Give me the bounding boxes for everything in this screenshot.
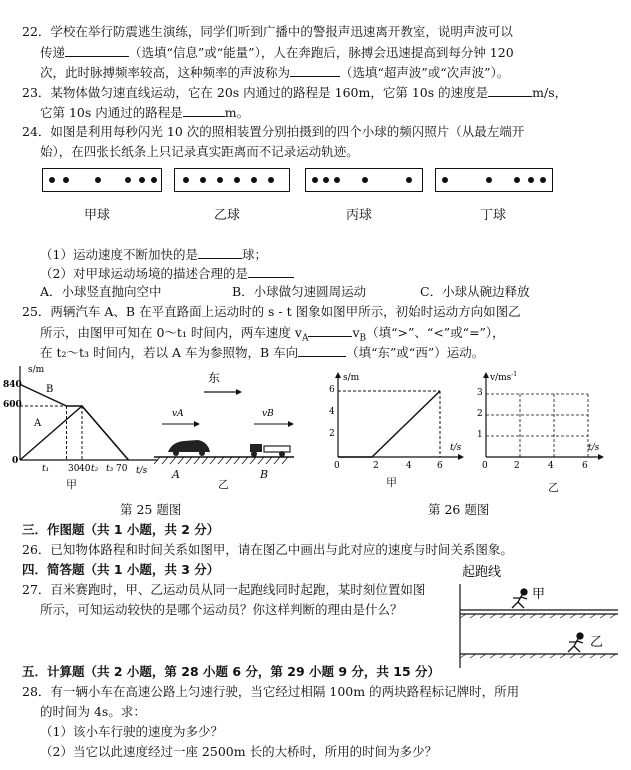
q25-line2c: （填“>”、“<”或“=”）， [366, 325, 505, 340]
fig25-sub-yi: 乙 [218, 478, 229, 491]
dot [183, 177, 189, 183]
dot [251, 177, 257, 183]
fig26-right-ytick-2: 2 [477, 409, 483, 419]
q24-sub1a: （1）运动速度不断加快的是 [40, 247, 198, 262]
fig26-left-y-arrow [335, 372, 341, 378]
strip-bing [305, 168, 423, 192]
label-jia: 甲球 [84, 208, 111, 223]
fig25-ytick-0: 0 [12, 456, 19, 466]
dot [139, 177, 145, 183]
truck-cab [250, 444, 262, 452]
dot [362, 177, 368, 183]
fig25-xtick-30: 30 [68, 464, 80, 474]
q23-line2 [40, 104, 249, 121]
fig25-ytick-600: 600 [3, 400, 22, 410]
fig26-sub-yi: 乙 [548, 481, 559, 494]
fig26-right-xtick-6: 6 [582, 461, 588, 470]
q28-sub2: （2）当它以此速度经过一座 2500m 长的大桥时，所用的时间为多少？ [40, 744, 438, 759]
fig25-xlabel: t/s [136, 466, 148, 474]
q24-optB: B．小球做匀速圆周运动 [232, 284, 367, 299]
fig25-xtick-t2: t₂ [91, 464, 99, 474]
q28-sub1: （1）该小车行驶的速度为多少？ [40, 724, 223, 739]
q22-line1: 22．学校在举行防震逃生演练，同学们听到广播中的警报声迅速离开教室，说明声波可以 [22, 24, 513, 39]
fig25-va-label: vA [172, 409, 184, 419]
q25-line3a: 在 t₂～t₃ 时间内，若以 A 车为参照物，B 车向 [40, 345, 299, 360]
q22-line3a: 次，此时脉搏频率较高，这种频率的声波称为 [40, 65, 291, 80]
road-hatching [154, 457, 288, 464]
fig26-right-x-arrow [598, 454, 604, 460]
fig26-right-ylabel [489, 371, 517, 383]
dot [323, 177, 329, 183]
q23-line1 [22, 84, 567, 101]
car-a-wheel [173, 450, 179, 456]
dot [486, 177, 492, 183]
fig26-right-ylabel-main: v/ms [490, 373, 512, 383]
fig26-st-graph [318, 370, 468, 470]
race-figure [450, 562, 620, 670]
q25-line2b: v [352, 325, 360, 340]
q25-blank1[interactable] [308, 324, 352, 337]
q24-sub2 [40, 265, 294, 282]
fig25-xtick-t3: t₃ [106, 464, 114, 474]
fig25-st-graph [0, 362, 160, 474]
fig25-line-a-label: A [34, 418, 42, 429]
q27-line2: 所示，可知运动较快的是哪个运动员？你这样判断的理由是什么？ [40, 602, 403, 617]
q22-line2b: （选填“信息”或“能量”），人在奔跑后，脉搏会迅速提高到每分钟 120 [129, 45, 514, 60]
q25-line3b: （填“东”或“西”）运动。 [346, 345, 485, 360]
q23-line2b: m。 [224, 105, 250, 120]
fig26-left-xtick-4: 4 [406, 461, 412, 470]
fig25-car-b-name: B [260, 468, 269, 481]
q22-line2 [40, 44, 514, 61]
fig26-vt-graph [468, 370, 608, 470]
runner-jia-label: 甲 [532, 587, 546, 602]
q25-blank2[interactable] [298, 344, 346, 357]
q23-blank2[interactable] [183, 104, 225, 117]
car-a [168, 440, 210, 452]
fig26-left-xtick-6: 6 [437, 461, 443, 470]
q22-line2a: 传递 [40, 45, 66, 60]
q24-sub2a: （2）对甲球运动场境的描述合理的是 [40, 266, 248, 281]
dot [63, 177, 69, 183]
dot [95, 177, 101, 183]
dot [334, 177, 340, 183]
fig26-sub-jia: 甲 [386, 476, 397, 489]
q24-line2: 始），在四张长纸条上只记录真实距离而不记录运动轨迹。 [40, 144, 359, 159]
section5-title: 五．计算题（共 2 小题，第 28 小题 6 分，第 29 小题 9 分，共 15 分） [22, 664, 441, 679]
fig26-left-xlabel: t/s [450, 443, 462, 453]
dot [217, 177, 223, 183]
fig26-right-xtick-0: 0 [482, 461, 488, 470]
fig26-left-series [338, 391, 440, 457]
q24-sub1b: 球； [241, 247, 267, 262]
fig25-vb-label: vB [262, 409, 274, 419]
label-yi: 乙球 [214, 208, 241, 223]
q22-line3b: （选填“超声波”或“次声波”）。 [340, 65, 510, 80]
dot [49, 177, 55, 183]
q22-line3 [40, 64, 509, 81]
race-start-line-label: 起跑线 [462, 565, 502, 580]
dot [200, 177, 206, 183]
q25-line1: 25．两辆汽车 A、B 在平直路面上运动时的 s - t 图象如图甲所示，初始时运动方向如图乙 [22, 304, 521, 319]
label-ding: 丁球 [480, 208, 507, 223]
runner-jia [512, 589, 527, 608]
q24-optC: C．小球从碗边释放 [420, 284, 530, 299]
fig26-left-ytick-6: 6 [329, 385, 335, 395]
fig26-caption: 第 26 题图 [428, 502, 490, 517]
va-arrow-head [194, 421, 200, 427]
q24-blank1[interactable] [198, 246, 242, 259]
fig25-ytick-840: 840 [3, 380, 22, 390]
q24-optA: A．小球竖直抛向空中 [40, 284, 162, 299]
q22-blank2[interactable] [290, 64, 340, 77]
fig26-right-grid [486, 394, 588, 457]
section4-title: 四．简答题（共 1 小题，共 3 分） [22, 562, 220, 577]
strip-jia [42, 168, 162, 192]
fig26-left-x-arrow [458, 454, 464, 460]
fig25-xtick-t1: t₁ [42, 464, 50, 474]
dot [514, 177, 520, 183]
q25-sub-a: A [301, 333, 309, 344]
q24-line1: 24．如图是利用每秒闪光 10 次的照相装置分别拍摄到的四个小球的频闪照片（从最左端开 [22, 124, 525, 139]
truck-wheel [279, 451, 285, 457]
runner-yi [568, 633, 583, 652]
fig25-series-A [20, 406, 129, 460]
dot [442, 177, 448, 183]
dot [268, 177, 274, 183]
strip-ding [435, 168, 553, 192]
fig26-right-xlabel: t/s [588, 443, 600, 453]
q28-line1: 28．有一辆小车在高速公路上匀速行驶，当它经过相隔 100m 的两块路程标记牌时，所用 [22, 684, 520, 699]
q24-sub1 [40, 246, 267, 263]
fig26-left-ytick-2: 2 [329, 429, 335, 439]
q25-sub-b: B [359, 333, 367, 344]
label-bing: 丙球 [346, 208, 373, 223]
truck-body [264, 446, 290, 452]
fig26-right-xtick-2: 2 [514, 461, 520, 470]
fig26-right-ytick-3: 3 [477, 388, 483, 398]
fig25-ylabel: s/m [28, 365, 45, 375]
q25-line3 [40, 344, 484, 361]
fig26-left-xtick-0: 0 [334, 461, 340, 470]
dot [540, 177, 546, 183]
dot [528, 177, 534, 183]
fig26-right-y-arrow [483, 372, 489, 378]
q22-blank1[interactable] [65, 44, 129, 57]
fig25-car-a-name: A [172, 468, 180, 481]
fig25-caption: 第 25 题图 [120, 502, 182, 517]
q26-text: 26．已知物体路程和时间关系如图甲，请在图乙中画出与此对应的速度与时间关系图象。 [22, 542, 513, 557]
strip-yi [174, 168, 290, 192]
fig26-left-ylabel: s/m [343, 373, 360, 383]
q23-line1b: m/s， [532, 85, 568, 100]
fig26-right-ylabel-sup: -1 [511, 371, 518, 378]
fig26-left-xtick-2: 2 [373, 461, 379, 470]
fig25-east-label: 东 [208, 371, 221, 385]
q23-line2a: 它第 10s 内通过的路程是 [40, 105, 183, 120]
dot [234, 177, 240, 183]
q28-line2: 的时间为 4s。求： [40, 704, 146, 719]
fig25-sub-jia: 甲 [66, 478, 77, 491]
car-a-wheel [199, 450, 205, 456]
q27-line1: 27．百米赛跑时，甲、乙运动员从同一起跑线同时起跑，某时刻位置如图 [22, 582, 426, 597]
east-arrow-head [236, 389, 242, 395]
vb-arrow-head [288, 421, 294, 427]
runner-yi-label: 乙 [590, 635, 604, 650]
section3-title: 三．作图题（共 1 小题，共 2 分） [22, 522, 220, 537]
fig26-right-ytick-1: 1 [477, 430, 483, 440]
fig25-line-b-label: B [46, 384, 54, 395]
q23-line1a: 23．某物体做匀速直线运动，它在 20s 内通过的路程是 160m，它第 10s 的速度是 [22, 85, 489, 100]
q25-line2a: 所示，由图甲可知在 0～t₁ 时间内，两车速度 v [40, 325, 302, 340]
dot [312, 177, 318, 183]
fig26-left-ytick-4: 4 [329, 407, 335, 417]
fig25-cars [154, 368, 294, 468]
fig26-right-xtick-4: 4 [548, 461, 554, 470]
fig26-left-plot [338, 391, 440, 457]
dot [125, 177, 131, 183]
fig25-xtick-40: 40 [79, 464, 91, 474]
fig25-xtick-70: 70 [116, 464, 128, 474]
dot [406, 177, 412, 183]
q23-blank1[interactable] [488, 84, 532, 97]
truck-wheel [251, 451, 257, 457]
q24-blank2[interactable] [248, 265, 294, 278]
dot [151, 177, 157, 183]
